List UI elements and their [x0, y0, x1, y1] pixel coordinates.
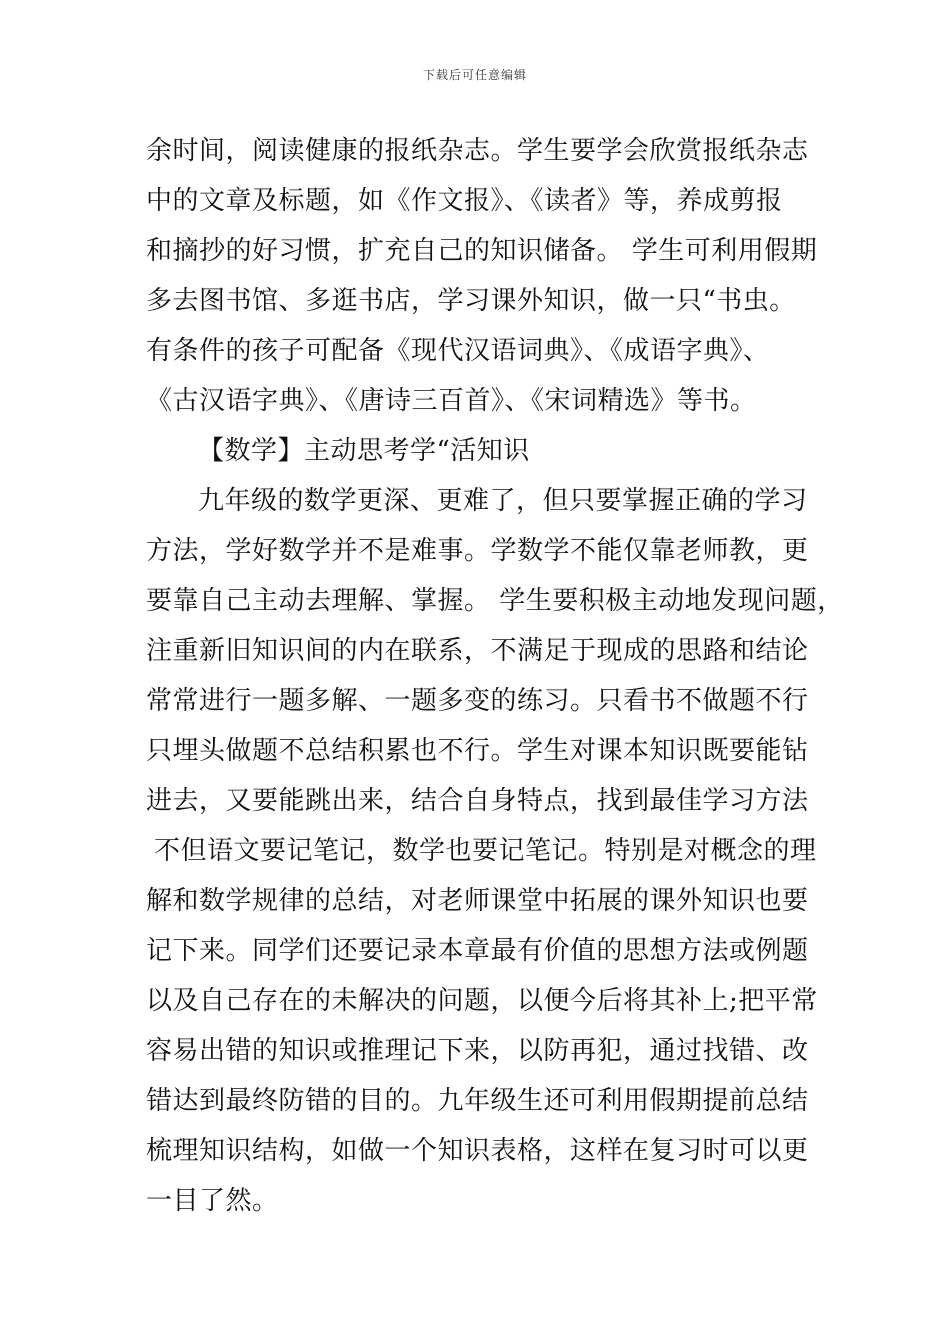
text-line: 中的文章及标题，如《作文报》、《读者》等，养成剪报: [146, 186, 783, 216]
text-line: 容易出错的知识或推理记下来，以防再犯，通过找错、改: [146, 1036, 809, 1066]
text-line: 不但语文要记笔记，数学也要记笔记。特别是对概念的理: [154, 836, 817, 866]
text-line: 《古汉语字典》、《唐诗三百首》、《宋词精选》等书。: [146, 386, 757, 416]
text-line: 错达到最终防错的目的。九年级生还可利用假期提前总结: [146, 1086, 809, 1116]
text-line: 进去，又要能跳出来，结合自身特点，找到最佳学习方法: [146, 786, 809, 816]
text-line: 一目了然。: [146, 1186, 279, 1216]
text-line: 注重新旧知识间的内在联系，不满足于现成的思路和结论: [146, 636, 809, 666]
page-header: 下载后可任意编辑: [422, 68, 527, 82]
text-line: 和摘抄的好习惯，扩充自己的知识储备。 学生可利用假期: [146, 236, 818, 266]
text-line: 只埋头做题不总结积累也不行。学生对课本知识既要能钻: [146, 736, 809, 766]
text-line: 梳理知识结构，如做一个知识表格，这样在复习时可以更: [146, 1136, 809, 1166]
text-line: 解和数学规律的总结，对老师课堂中拓展的课外知识也要: [146, 886, 809, 916]
text-line: 要靠自己主动去理解、掌握。 学生要积极主动地发现问题，: [146, 586, 844, 616]
section-heading-math: 【数学】主动思考学“活知识: [198, 436, 530, 466]
text-line: 余时间，阅读健康的报纸杂志。学生要学会欣赏报纸杂志: [146, 136, 809, 166]
text-line: 常常进行一题多解、一题多变的练习。只看书不做题不行: [146, 686, 809, 716]
text-line: 多去图书馆、多逛书店，学习课外知识，做一只“书虫。: [146, 286, 796, 316]
text-line: 有条件的孩子可配备《现代汉语词典》、《成语字典》、: [146, 336, 770, 366]
text-line: 以及自己存在的未解决的问题，以便今后将其补上;把平常: [146, 986, 818, 1016]
text-line: 记下来。同学们还要记录本章最有价值的思想方法或例题: [146, 936, 809, 966]
paragraph-first-line: 九年级的数学更深、更难了，但只要掌握正确的学习: [198, 486, 808, 516]
document-body: [146, 126, 844, 1226]
text-line: 方法，学好数学并不是难事。学数学不能仅靠老师教，更: [146, 536, 809, 566]
